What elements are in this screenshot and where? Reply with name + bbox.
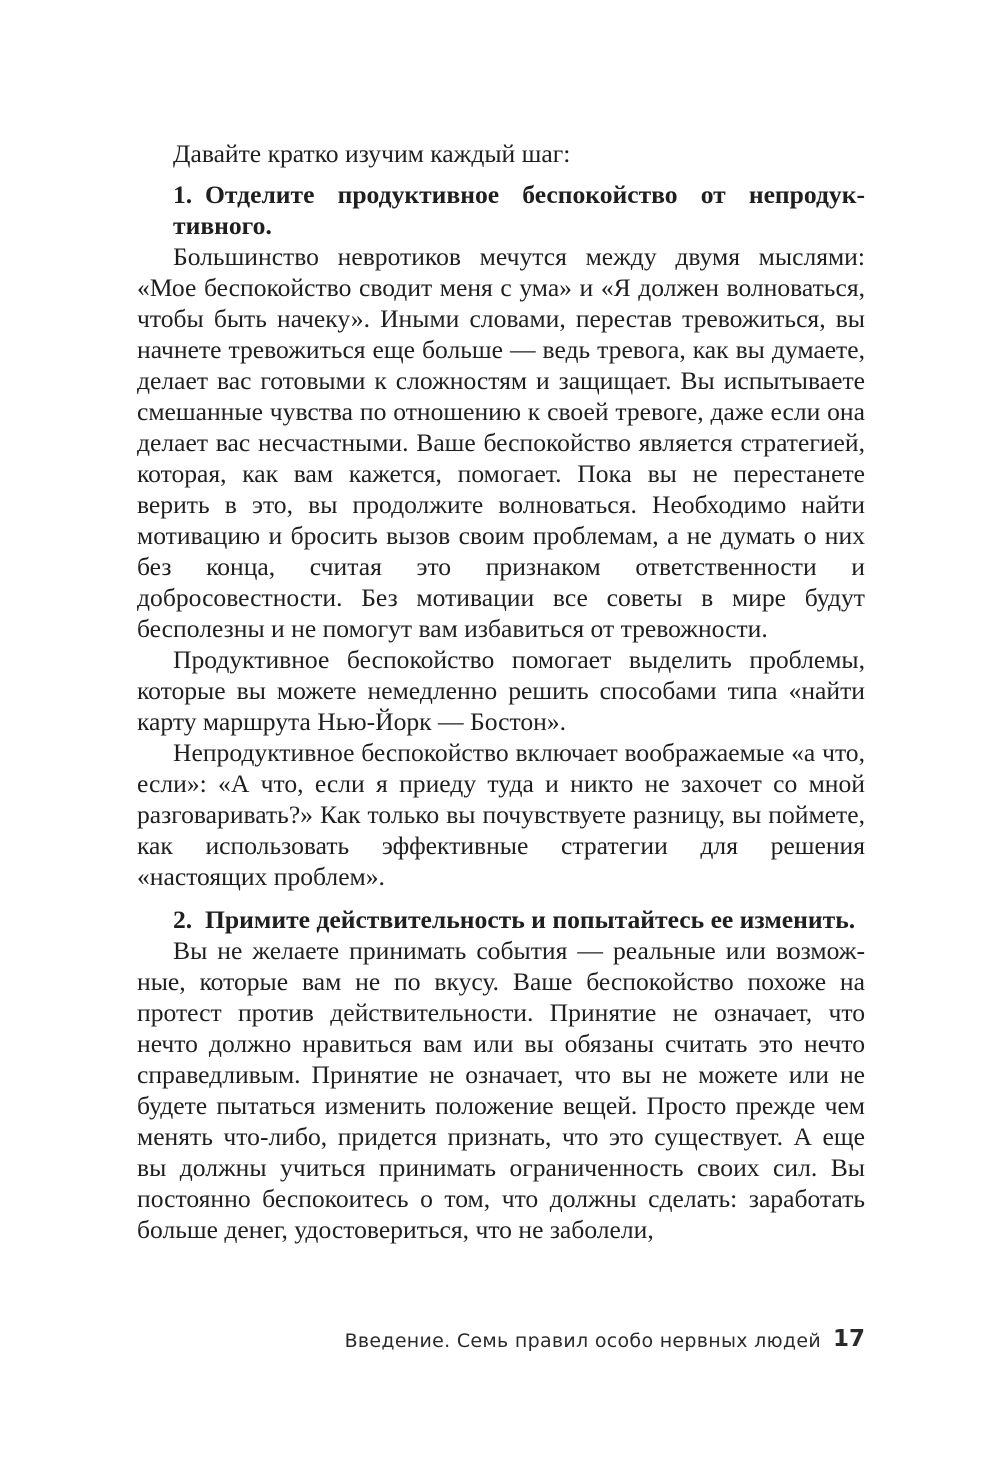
step-2-paragraph-1: Вы не желаете принимать события — реальные или возможные, которые вам не по вкусу. Ваше беспокойство похоже на протест против действительности. Принятие не означает, что нечто должно нравиться вам или вы обязаны считать это нечто справедливым. Принятие не означает, что вы не можете или не будете пытаться изменить положение вещей. Просто прежде чем менять что-либо, придется признать, что это существует. А еще вы должны учиться принимать ограниченность своих сил. Вы постоянно беспокоитесь о том, что должны сделать: заработать больше денег, удостовериться, что не заболели, xyxy=(137,936,865,1244)
step-1-title: Отделите продуктивное беспокойство от непродуктивного. xyxy=(173,180,865,240)
step-1-paragraph-3: Непродуктивное беспокойство включает воображаемые «а что, если»: «А что, если я приеду туда и никто не захочет со мной разговаривать?» Как только вы почувствуете разницу, вы поймете, как использовать эффективные стратегии для решения «настоящих проблем». xyxy=(137,738,865,891)
step-1-number: 1. xyxy=(173,180,193,209)
step-2-heading xyxy=(137,904,865,935)
step-1-paragraph-2: Продуктивное беспокойство помогает выделить проблемы, которые вы можете немедленно решить способами типа «найти карту маршрута Нью-Йорк — Бостон». xyxy=(137,645,865,736)
step-2-title: Примите действительность и попытайтесь ее изменить. xyxy=(205,905,856,934)
running-title: Введение. Семь правил особо нервных людей xyxy=(344,1330,821,1352)
intro-paragraph: Давайте кратко изучим каждый шаг: xyxy=(173,139,571,168)
page-number: 17 xyxy=(832,1326,865,1352)
step-1-paragraph-1: Большинство невротиков мечутся между двумя мыслями: «Мое беспокойство сводит меня с ума» и «Я должен волноваться, чтобы быть начеку». Иными словами, перестав тревожиться, вы начнете тревожиться еще больше — ведь тревога, как вы думаете, делает вас готовыми к сложностям и защищает. Вы испытываете смешанные чувства по отношению к своей тревоге, даже если она делает вас несчастными. Ваше беспокойство является стратегией, которая, как вам кажется, помогает. Пока вы не перестанете верить в это, вы продолжите волноваться. Необходимо найти мотивацию и бросить вызов своим проблемам, а не думать о них без конца, считая это признаком ответственности и добросовестности. Без мотивации все советы в мире будут бесполезны и не помогут вам избавиться от тревожности. xyxy=(137,242,865,643)
page-body xyxy=(137,130,865,1245)
step-2-number: 2. xyxy=(173,905,193,934)
step-1-heading xyxy=(137,179,865,241)
page-footer xyxy=(137,1326,865,1358)
